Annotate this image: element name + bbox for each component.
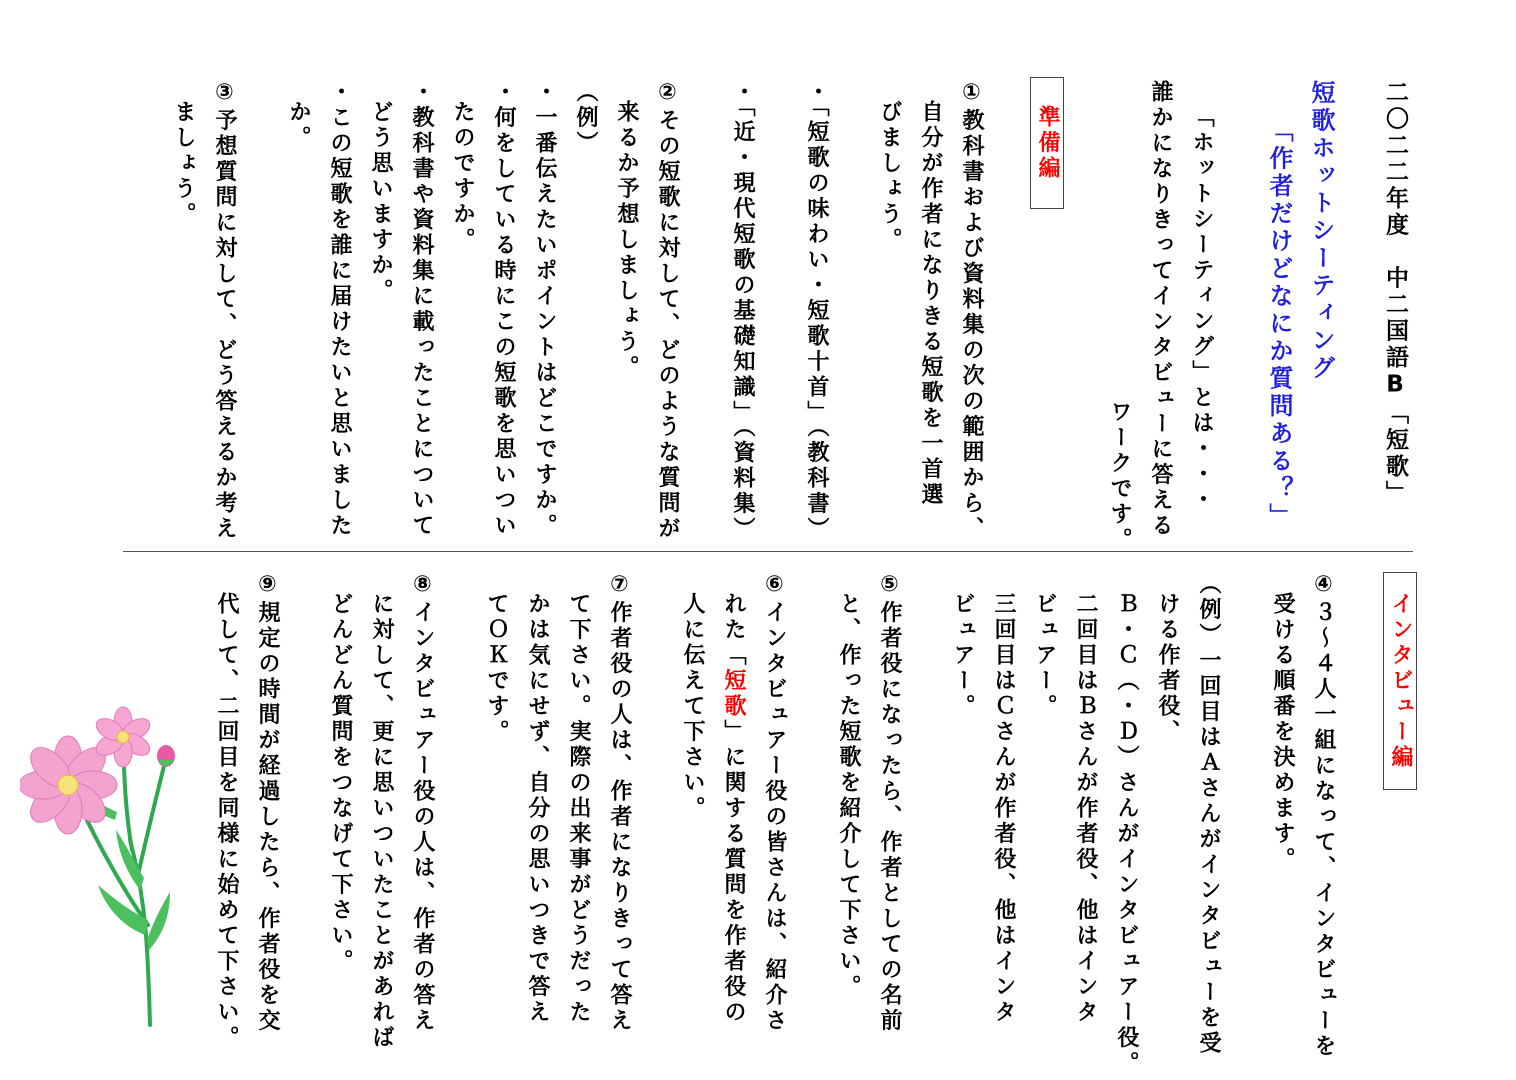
main-title: 短歌ホットシーティング [1307,80,1335,383]
prep-line-1: ①教科書および資料集の次の範囲から、 [959,80,984,542]
prep-line-8: （例） [573,80,598,157]
interview-line-17: かは気にせず、自分の思いつきで答え [525,592,550,1026]
interview-line-10: ⑤作者役になったら、作者としての名前 [877,572,902,1034]
interview-line-15: ⑦作者役の人は、作者になりきって答え [607,572,632,1034]
main-subtitle: 「作者だけどなにか質問ある？」 [1265,118,1293,531]
prep-heading: 準備編 [1035,104,1060,182]
intro-line-2: 誰かになりきってインタビューに答える [1148,80,1173,539]
intro-line-1: 「ホットシーティング」とは・・・ [1189,105,1214,513]
highlight-prefix: れた「 [721,592,746,669]
interview-line-7: ビュアー。 [1032,592,1057,720]
interview-line-5: Ｂ・Ｃ（・Ｄ）さんがインタビュアー役。 [1114,592,1139,1077]
prep-line-13: どう思いますか。 [368,100,393,304]
interview-line-21: どんどん質問をつなげて下さい。 [328,592,353,975]
prep-line-15: か。 [286,100,311,151]
intro-line-3: ワークです。 [1107,400,1132,553]
interview-line-8: 三回目はＣさんが作者役、他はインタ [991,592,1016,1026]
interview-line-18: てＯＫです。 [484,592,509,745]
interview-heading-box [1383,572,1417,790]
prep-line-7: 来るか予想しましょう。 [614,100,639,381]
interview-line-6: 二回目はＢさんが作者役、他はインタ [1073,592,1098,1026]
prep-line-10: ・何をしている時にこの短歌を思いつい [491,80,516,539]
interview-heading: インタビュー編 [1388,591,1413,771]
interview-line-11: と、作った短歌を紹介して下さい。 [836,592,861,1000]
prep-line-14: ・この短歌を誰に届けたいと思いました [327,80,352,539]
flower-bud [157,745,175,767]
interview-line-2: 受ける順番を決めます。 [1270,592,1295,873]
prep-heading-box [1030,77,1064,209]
highlight-suffix: 」に関する質問を作者役の [721,719,746,1026]
interview-line-4: ける作者役、 [1155,592,1180,745]
cosmos-flower-icon [20,700,190,1040]
prep-line-6: ②その短歌に対して、どのような質問が [655,80,680,542]
interview-line-9: ビュアー。 [950,592,975,720]
interview-line-1: ④３～４人一組になって、インタビューを [1311,572,1336,1060]
interview-line-23: 代して、二回目を同様に始めて下さい。 [214,592,239,1051]
prep-line-16: ③予想質問に対して、どう答えるか考え [212,80,237,542]
prep-line-5: ・「近・現代短歌の基礎知識」（資料集） [730,80,755,543]
prep-line-12: ・教科書や資料集に載ったことについて [409,80,434,539]
prep-line-9: ・一番伝えたいポイントはどこですか。 [532,80,557,539]
prep-line-17: ましょう。 [171,100,196,228]
interview-line-13 [722,592,744,1026]
section-divider [123,551,1413,552]
interview-line-14: 人に伝えて下さい。 [680,592,705,822]
interview-line-3: （例）一回目はＡさんがインタビューを受 [1196,572,1221,1057]
interview-line-22: ⑨規定の時間が経過したら、作者役を交 [255,572,280,1034]
prep-line-3: びましょう。 [877,100,902,253]
prep-line-4: ・「短歌の味わい・短歌十首」（教科書） [804,80,829,543]
interview-line-20: に対して、更に思いついたことがあれば [369,592,394,1051]
prep-line-2: 自分が作者になりきる短歌を一首選 [918,100,943,508]
interview-line-16: て下さい。実際の出来事がどうだった [566,592,591,1026]
prep-line-11: たのですか。 [450,100,475,253]
interview-line-12: ⑥インタビュアー役の皆さんは、紹介さ [762,572,787,1034]
interview-line-19: ⑧インタビュアー役の人は、作者の答え [410,572,435,1034]
document-title: 二〇二二年度 中二国語B「短歌」 [1382,80,1408,507]
highlight-word: 短歌 [721,668,746,720]
